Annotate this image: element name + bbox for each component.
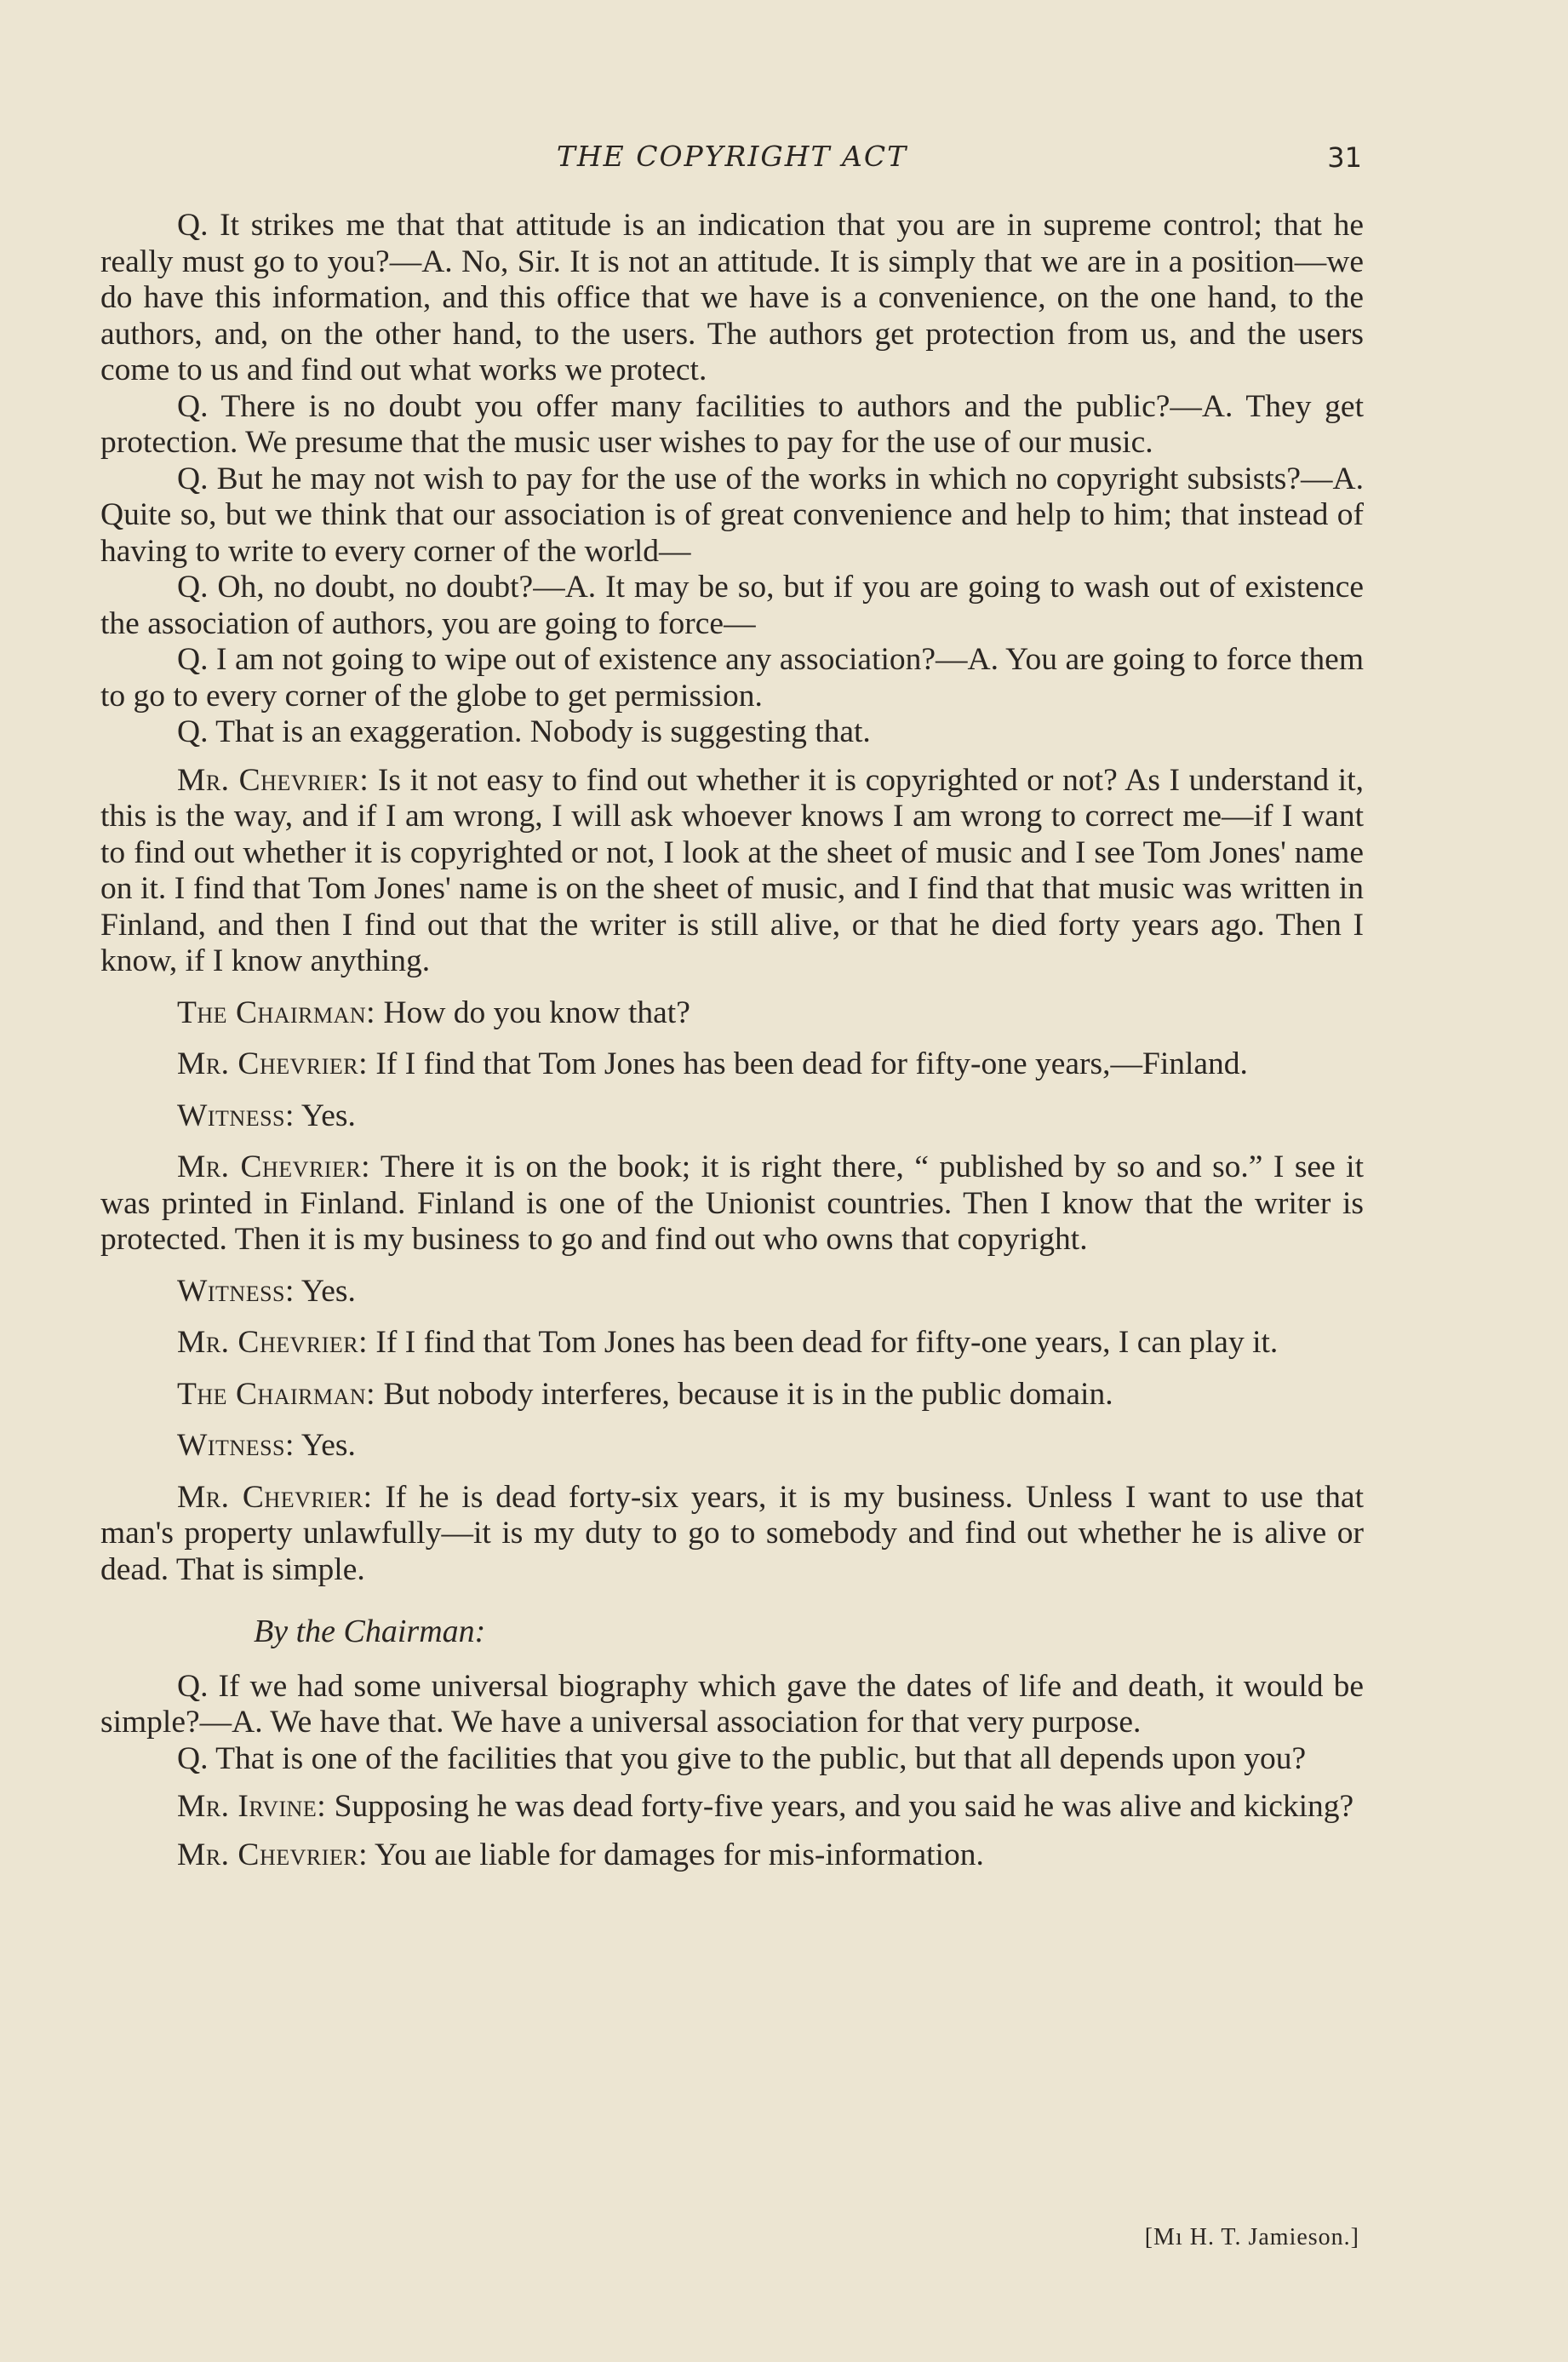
paragraph-text: If I find that Tom Jones has been dead for fifty-one years,—Finland. xyxy=(375,1046,1248,1081)
speaker-paragraph xyxy=(100,1789,1364,1826)
speaker-paragraph xyxy=(100,1377,1364,1413)
speaker-name: The Chairman: xyxy=(177,1376,376,1412)
speaker-paragraph xyxy=(100,1325,1364,1362)
paragraph-text: If he is dead forty-six years, it is my business. Unless I want to use that man's property unlawfully—it is my duty to go to somebody and find out whether he is alive or dead. That is simple. xyxy=(100,1479,1364,1587)
speaker-name: Mr. Chevrier: xyxy=(177,1149,371,1184)
speaker-paragraph xyxy=(100,763,1364,980)
paragraph-text: Q. I am not going to wipe out of existence any association?—A. You are going to force them to go to every corner of the globe to get permission. xyxy=(100,642,1364,714)
paragraph-text: Yes. xyxy=(300,1273,356,1309)
speaker-name: Mr. Chevrier: xyxy=(177,1325,369,1360)
speaker-name: Mr. Chevrier: xyxy=(177,1479,373,1515)
paragraph xyxy=(100,570,1364,642)
speaker-name: Mr. Chevrier: xyxy=(177,1837,369,1872)
paragraph xyxy=(100,208,1364,389)
paragraph xyxy=(100,1741,1364,1778)
paragraph-text: But nobody interferes, because it is in the public domain. xyxy=(383,1376,1113,1412)
running-title: THE COPYRIGHT ACT xyxy=(556,140,908,173)
speaker-name: The Chairman: xyxy=(177,995,376,1030)
paragraph-text: Is it not easy to find out whether it is copyrighted or not? As I understand it, this is the way, and if I am wrong, I will ask whoever knows I am wrong to correct me—if I want to find out whether it is copyrighted or not, I look at the sheet of music and I see Tom Jones' name on it. I find that Tom Jones' name is on the sheet of music, and I find that that music was written in Finland, and then I find out that the writer is still alive, or that he died forty years ago. Then I know, if I know anything. xyxy=(100,762,1365,978)
speaker-name: Mr. Irvine: xyxy=(177,1789,327,1824)
paragraph-text: Supposing he was dead forty-five years, and you said he was alive and kicking? xyxy=(334,1789,1354,1824)
paragraph xyxy=(100,389,1364,462)
page-header xyxy=(102,136,1362,179)
speaker-name: Witness: xyxy=(177,1273,295,1309)
paragraph-text: You aıe liable for damages for mis-information. xyxy=(375,1837,984,1872)
paragraph xyxy=(100,1669,1364,1741)
footer-note: [Mı H. T. Jamieson.] xyxy=(1144,2224,1359,2250)
speaker-paragraph xyxy=(100,1046,1364,1083)
speaker-paragraph xyxy=(100,1274,1364,1310)
paragraph-text: Q. That is one of the facilities that you give to the public, but that all depends upon you? xyxy=(177,1740,1307,1776)
speaker-paragraph xyxy=(100,1428,1364,1465)
speaker-paragraph xyxy=(100,1098,1364,1135)
speaker-paragraph xyxy=(100,1480,1364,1589)
speaker-paragraph xyxy=(100,995,1364,1032)
paragraph-text: Q. If we had some universal biography which gave the dates of life and death, it would be simple?—A. We have that. We have a universal association for that very purpose. xyxy=(100,1668,1364,1740)
paragraph-text: There it is on the book; it is right there, “ published by so and so.” I see it was printed in Finland. Finland is one of the Unionist countries. Then I know that the writer is protected. Then it is my business to go and find out who owns that copyright. xyxy=(100,1149,1364,1257)
speaker-paragraph xyxy=(100,1149,1364,1258)
speaker-name: Mr. Chevrier: xyxy=(177,762,369,798)
section-heading: By the Chairman: xyxy=(254,1614,486,1649)
speaker-name: Witness: xyxy=(177,1428,295,1463)
paragraph-text: If I find that Tom Jones has been dead for fifty-one years, I can play it. xyxy=(375,1325,1279,1360)
body-text xyxy=(100,208,1364,1873)
paragraph-text: Q. But he may not wish to pay for the use of the works in which no copyright subsists?—A. Quite so, but we think that our association is of great convenience and help to him; that instead of having to write to every corner of the world— xyxy=(100,461,1364,569)
speaker-paragraph xyxy=(100,1837,1364,1874)
paragraph xyxy=(100,642,1364,714)
paragraph-text: Q. That is an exaggeration. Nobody is suggesting that. xyxy=(177,714,871,749)
paragraph-text: How do you know that? xyxy=(383,995,690,1030)
paragraph xyxy=(100,714,1364,751)
paragraph-text: Q. Oh, no doubt, no doubt?—A. It may be so, but if you are going to wash out of existence the association of authors, you are going to force— xyxy=(100,570,1364,641)
speaker-name: Witness: xyxy=(177,1098,295,1133)
page-number: 31 xyxy=(1327,141,1362,174)
paragraph-text: Q. There is no doubt you offer many facilities to authors and the public?—A. They get protection. We presume that the music user wishes to pay for the use of our music. xyxy=(100,388,1364,460)
paragraph-text: Q. It strikes me that that attitude is an indication that you are in supreme control; that he really must go to you?—A. No, Sir. It is not an attitude. It is simply that we are in a position—we do have this information, and this office that we have is a convenience, on the one hand, to the authors, and, on the other hand, to the users. The authors get protection from us, and the users come to us and find out what works we protect. xyxy=(100,208,1364,387)
paragraph xyxy=(100,462,1364,570)
paragraph-text: Yes. xyxy=(300,1098,356,1133)
paragraph-text: Yes. xyxy=(300,1428,356,1463)
speaker-name: Mr. Chevrier: xyxy=(177,1046,369,1081)
